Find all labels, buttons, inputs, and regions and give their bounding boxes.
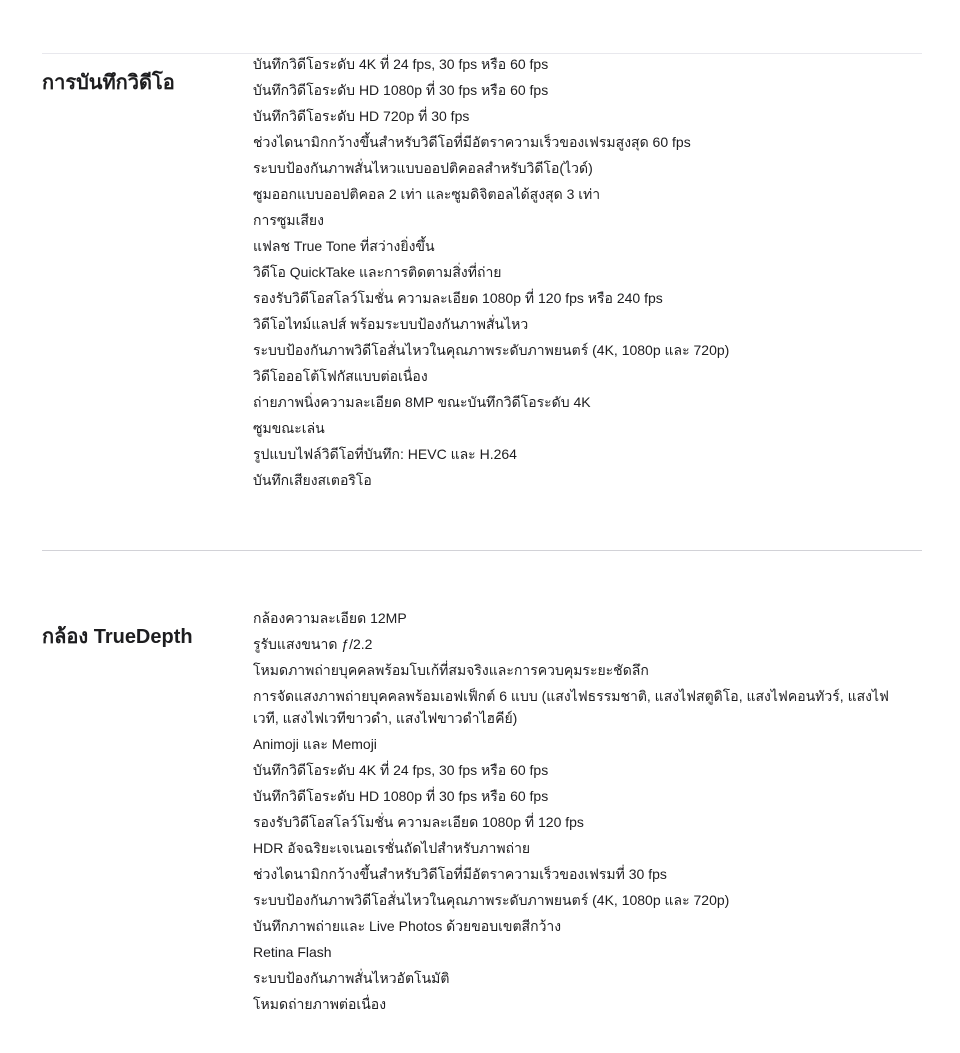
section-title-video-recording: การบันทึกวิดีโอ — [42, 71, 175, 94]
spec-line: รองรับวิดีโอสโลว์โมชั่น ความละเอียด 1080p ที่ 120 fps — [253, 814, 584, 830]
spec-line: วิดีโอ QuickTake และการติดตามสิ่งที่ถ่าย — [253, 264, 502, 280]
section-truedepth-camera — [0, 607, 960, 1019]
spec-line: โหมดภาพถ่ายบุคคลพร้อมโบเก้ที่สมจริงและการควบคุมระยะชัดลึก — [253, 662, 649, 678]
spec-line: บันทึกวิดีโอระดับ HD 720p ที่ 30 fps — [253, 108, 470, 124]
spec-line: การซูมเสียง — [253, 212, 324, 228]
section-video-recording — [0, 53, 960, 495]
spec-line: ถ่ายภาพนิ่งความละเอียด 8MP ขณะบันทึกวิดีโอระดับ 4K — [253, 394, 591, 410]
spec-line: บันทึกภาพถ่ายและ Live Photos ด้วยขอบเขตสีกว้าง — [253, 918, 562, 934]
spec-line: วิดีโอไทม์แลปส์ พร้อมระบบป้องกันภาพสั่นไหว — [253, 316, 529, 332]
spec-line: ช่วงไดนามิกกว้างขึ้นสำหรับวิดีโอที่มีอัตราความเร็วของเฟรมสูงสุด 60 fps — [253, 134, 691, 150]
spec-line: ซูมขณะเล่น — [253, 420, 325, 436]
top-divider — [42, 53, 922, 54]
tech-specs-page — [0, 53, 960, 1053]
spec-line: การจัดแสงภาพถ่ายบุคคลพร้อมเอฟเฟ็กต์ 6 แบบ (แสงไฟธรรมชาติ, แสงไฟสตูดิโอ, แสงไฟคอนทัวร์, แสงไฟเวที, แสงไฟเวทีขาวดำ, แสงไฟขาวดำไฮคีย์) — [253, 688, 889, 726]
spec-list-truedepth-camera — [253, 607, 913, 1019]
spec-line: ระบบป้องกันภาพวิดีโอสั่นไหวในคุณภาพระดับภาพยนตร์ (4K, 1080p และ 720p) — [253, 342, 730, 358]
section-divider — [42, 550, 922, 551]
spec-list-video-recording — [253, 53, 913, 495]
spec-line: ระบบป้องกันภาพสั่นไหวแบบออปติคอลสำหรับวิดีโอ(ไวด์) — [253, 160, 593, 176]
spec-line: Animoji และ Memoji — [253, 736, 377, 752]
spec-line: ช่วงไดนามิกกว้างขึ้นสำหรับวิดีโอที่มีอัตราความเร็วของเฟรมที่ 30 fps — [253, 866, 667, 882]
spec-line: ระบบป้องกันภาพวิดีโอสั่นไหวในคุณภาพระดับภาพยนตร์ (4K, 1080p และ 720p) — [253, 892, 730, 908]
spec-line: Retina Flash — [253, 944, 332, 960]
spec-line: รูรับแสงขนาด ƒ/2.2 — [253, 636, 373, 652]
spec-line: โหมดถ่ายภาพต่อเนื่อง — [253, 996, 387, 1012]
spec-line: ระบบป้องกันภาพสั่นไหวอัตโนมัติ — [253, 970, 450, 986]
spec-line: บันทึกเสียงสเตอริโอ — [253, 472, 372, 488]
spec-line: บันทึกวิดีโอระดับ 4K ที่ 24 fps, 30 fps หรือ 60 fps — [253, 762, 549, 778]
spec-line: บันทึกวิดีโอระดับ HD 1080p ที่ 30 fps หรือ 60 fps — [253, 82, 549, 98]
spec-line: บันทึกวิดีโอระดับ HD 1080p ที่ 30 fps หรือ 60 fps — [253, 788, 549, 804]
spec-line: ซูมออกแบบออปติคอล 2 เท่า และซูมดิจิตอลได้สูงสุด 3 เท่า — [253, 186, 601, 202]
spec-line: รองรับวิดีโอสโลว์โมชั่น ความละเอียด 1080p ที่ 120 fps หรือ 240 fps — [253, 290, 663, 306]
spec-line: วิดีโอออโต้โฟกัสแบบต่อเนื่อง — [253, 368, 428, 384]
spec-line: กล้องความละเอียด 12MP — [253, 610, 407, 626]
spec-line: HDR อัจฉริยะเจเนอเรชั่นถัดไปสำหรับภาพถ่าย — [253, 840, 531, 856]
section-title-truedepth-camera: กล้อง TrueDepth — [42, 625, 193, 648]
spec-line: แฟลช True Tone ที่สว่างยิ่งขึ้น — [253, 238, 435, 254]
spec-line: รูปแบบไฟล์วิดีโอที่บันทึก: HEVC และ H.264 — [253, 446, 517, 462]
spec-line: บันทึกวิดีโอระดับ 4K ที่ 24 fps, 30 fps หรือ 60 fps — [253, 56, 549, 72]
